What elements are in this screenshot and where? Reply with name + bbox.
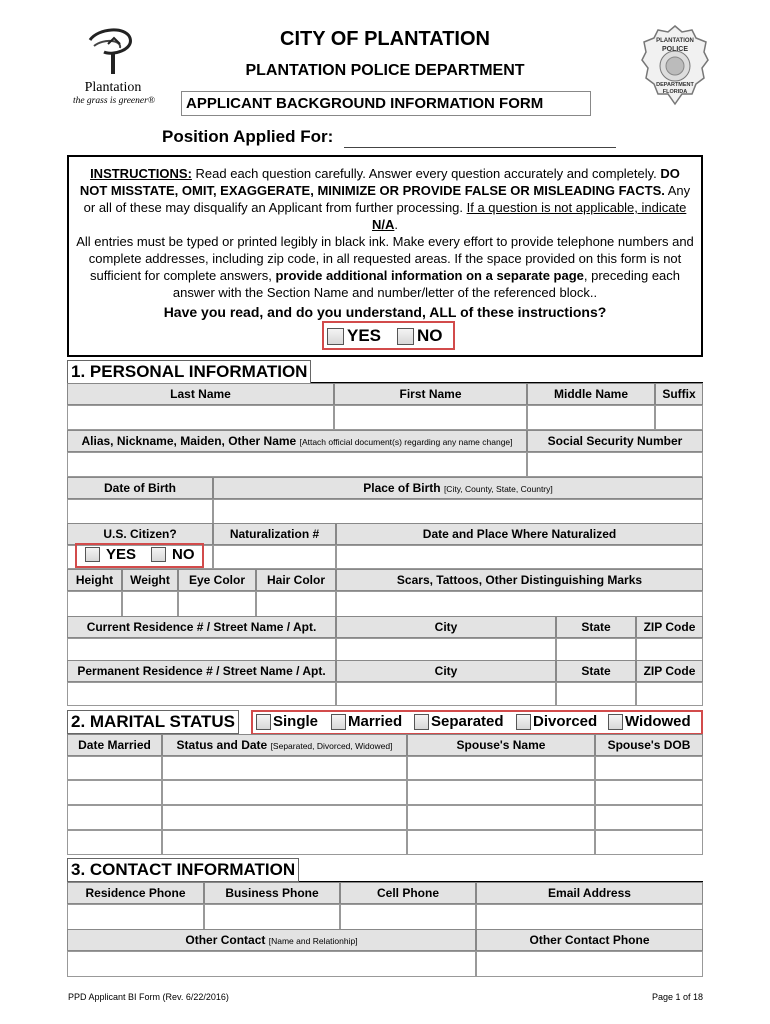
badge-text-state: FLORIDA [662,89,688,95]
permanent-city-input[interactable] [336,682,556,706]
plantation-swirl-icon [68,22,158,82]
city-title: CITY OF PLANTATION [280,28,490,50]
eye-color-input[interactable] [178,591,256,617]
current-state-input[interactable] [556,638,636,662]
instructions-warning: DO NOT MISSTATE, OMIT, EXAGGERATE, MINIMIZE OR PROVIDE FALSE OR MISLEADING FACTS. [79,166,680,198]
permanent-zip-input[interactable] [636,682,703,706]
instructions-label: INSTRUCTIONS: [90,166,192,181]
marital-option-separated: Separated [414,713,504,730]
weight-input[interactable] [122,591,178,617]
citizen-no-option [151,546,195,563]
divorced-checkbox[interactable] [516,714,531,730]
instructions-text-4: , preceding each answer with the Section Name and number/letter of the referenced block.. [172,268,681,300]
spouse-dob-input[interactable] [595,756,703,780]
instructions-text-2: Any or all of these may disqualify an Applicant from further processing. [83,183,691,215]
email-header: Email Address [476,882,703,904]
other-contact-header: Other Contact [Name and Relationhip] [67,929,476,951]
date-married-input[interactable] [67,780,162,805]
middle-name-header: Middle Name [527,383,655,405]
spouse-dob-input[interactable] [595,780,703,805]
suffix-header: Suffix [655,383,703,405]
footer-page-number: Page 1 of 18 [651,992,703,1002]
badge-text-dept: DEPARTMENT [656,82,694,88]
married-checkbox[interactable] [331,714,346,730]
naturalized-header: Date and Place Where Naturalized [336,523,703,545]
email-input[interactable] [476,904,703,930]
logo-name: Plantation [84,80,142,95]
form-title: APPLICANT BACKGROUND INFORMATION FORM [181,91,591,116]
spouse-dob-input[interactable] [595,805,703,830]
other-contact-phone-input[interactable] [476,951,703,977]
citizen-no-label: NO [172,546,195,563]
marital-option-single: Single [256,713,318,730]
last-name-header: Last Name [67,383,334,405]
instructions-no-option [397,326,443,346]
police-badge-icon [640,24,710,110]
status-date-input[interactable] [162,756,407,780]
dob-input[interactable] [67,499,213,524]
status-note: [Separated, Divorced, Widowed] [270,741,393,751]
instructions-text-1: Read each question carefully. Answer every question accurately and completely. [191,166,657,181]
permanent-residence-header: Permanent Residence # / Street Name / Apt. [67,660,336,682]
dob-header: Date of Birth [67,477,213,499]
permanent-state-header: State [556,660,636,682]
instructions-answer-box [322,321,455,350]
logo-tagline: the grass is greener® [72,96,156,106]
residence-phone-input[interactable] [67,904,204,930]
last-name-input[interactable] [67,405,334,430]
other-contact-input[interactable] [67,951,476,977]
citizen-yes-checkbox[interactable] [85,547,100,562]
current-city-input[interactable] [336,638,556,662]
citizen-no-checkbox[interactable] [151,547,166,562]
section-contact-title: 3. CONTACT INFORMATION [67,858,299,882]
pob-note: [City, County, State, Country] [443,484,553,494]
current-residence-header: Current Residence # / Street Name / Apt. [67,616,336,638]
marital-option-divorced: Divorced [516,713,597,730]
pob-header: Place of Birth [City, County, State, Country] [213,477,703,499]
instructions-yes-option [327,326,381,346]
naturalization-header: Naturalization # [213,523,336,545]
hair-color-header: Hair Color [256,569,336,591]
citizen-yes-option [85,546,136,563]
ssn-input[interactable] [527,452,703,477]
business-phone-header: Business Phone [204,882,340,904]
widowed-checkbox[interactable] [608,714,623,730]
residence-phone-header: Residence Phone [67,882,204,904]
cell-phone-input[interactable] [340,904,476,930]
status-date-input[interactable] [162,780,407,805]
current-state-header: State [556,616,636,638]
spouse-name-input[interactable] [407,756,595,780]
section-personal-title: 1. PERSONAL INFORMATION [67,360,311,384]
scars-header: Scars, Tattoos, Other Distinguishing Marks [336,569,703,591]
spouse-dob-input[interactable] [595,830,703,855]
current-zip-header: ZIP Code [636,616,703,638]
badge-text-mid: POLICE [661,46,689,53]
alias-header: Alias, Nickname, Maiden, Other Name [Attach official document(s) regarding any name change] [67,430,527,452]
weight-header: Weight [122,569,178,591]
permanent-residence-input[interactable] [67,682,336,706]
current-city-header: City [336,616,556,638]
naturalized-input[interactable] [336,545,703,569]
cell-phone-header: Cell Phone [340,882,476,904]
permanent-state-input[interactable] [556,682,636,706]
spouse-name-input[interactable] [407,830,595,855]
first-name-input[interactable] [334,405,527,430]
single-checkbox[interactable] [256,714,271,730]
date-married-input[interactable] [67,830,162,855]
hair-color-input[interactable] [256,591,336,617]
yes-label: YES [347,326,382,345]
instructions-no-checkbox[interactable] [397,328,414,345]
alias-input[interactable] [67,452,527,477]
other-contact-note: [Name and Relationhip] [268,936,358,946]
instructions-question: Have you read, and do you understand, ALL of these instructions? [163,304,607,320]
citizen-yes-label: YES [106,546,137,563]
permanent-city-header: City [336,660,556,682]
city-logo [68,22,158,112]
instructions-separate-page: provide additional information on a separate page [275,268,584,283]
status-date-input[interactable] [162,830,407,855]
spouse-name-input[interactable] [407,780,595,805]
first-name-header: First Name [334,383,527,405]
spouse-name-input[interactable] [407,805,595,830]
business-phone-input[interactable] [204,904,340,930]
middle-name-input[interactable] [527,405,655,430]
section-marital-title: 2. MARITAL STATUS [67,710,239,734]
date-married-input[interactable] [67,805,162,830]
instructions-box: INSTRUCTIONS: Read each question carefully. Answer every question accurately and completely. DO NOT MISSTATE, OMIT, EXAGGERATE, MINIMIZE OR PROVIDE FALSE OR MISLEADING FACTS. Any or all of these may disqualify an Applicant from further processing. If a question is not applicable, indicate N/A. All entries must be typed or printed legibly in black ink. Make every effort to provide telephone numbers and complete addresses, including zip code, in all requested areas. If the space provided on this form is not sufficient for complete answers, provide additional information on a separate page, preceding each answer with the Section Name and number/letter of the referenced block.. Have you read, and do you understand, ALL of these instructions? YES NO [67,155,703,357]
position-label: Position Applied For: [162,127,334,146]
instructions-text-3: All entries must be typed or printed legibly in black ink. Make every effort to provide telephone numbers and complete addresses, including zip code, in all requested areas. If the space provided on this form is not sufficient for complete answers, [76,234,694,283]
spouse-name-header: Spouse's Name [407,734,595,756]
alias-note: [Attach official document(s) regarding any name change] [299,437,513,447]
spouse-dob-header: Spouse's DOB [595,734,703,756]
date-married-header: Date Married [67,734,162,756]
marital-option-married: Married [331,713,402,730]
position-input[interactable] [344,147,616,148]
na-text: N/A [371,217,395,232]
department-title: PLANTATION POLICE DEPARTMENT [245,62,525,79]
date-married-input[interactable] [67,756,162,780]
instructions-yes-checkbox[interactable] [327,328,344,345]
marital-option-widowed: Widowed [608,713,691,730]
police-badge [640,24,710,110]
instructions-na-note: If a question is not applicable, indicate N/A [371,200,687,232]
current-residence-input[interactable] [67,638,336,662]
scars-input[interactable] [336,591,703,617]
status-date-header: Status and Date [Separated, Divorced, Widowed] [162,734,407,756]
other-contact-phone-header: Other Contact Phone [476,929,703,951]
badge-text-top: PLANTATION [656,38,694,44]
separated-checkbox[interactable] [414,714,429,730]
ssn-header: Social Security Number [527,430,703,452]
footer-form-id: PPD Applicant BI Form (Rev. 6/22/2016) [68,992,229,1002]
height-input[interactable] [67,591,122,617]
pob-input[interactable] [213,499,703,524]
status-date-input[interactable] [162,805,407,830]
suffix-input[interactable] [655,405,703,430]
citizen-header: U.S. Citizen? [67,523,213,545]
eye-color-header: Eye Color [178,569,256,591]
no-label: NO [417,326,443,345]
current-zip-input[interactable] [636,638,703,662]
naturalization-input[interactable] [213,545,336,569]
height-header: Height [67,569,122,591]
permanent-zip-header: ZIP Code [636,660,703,682]
